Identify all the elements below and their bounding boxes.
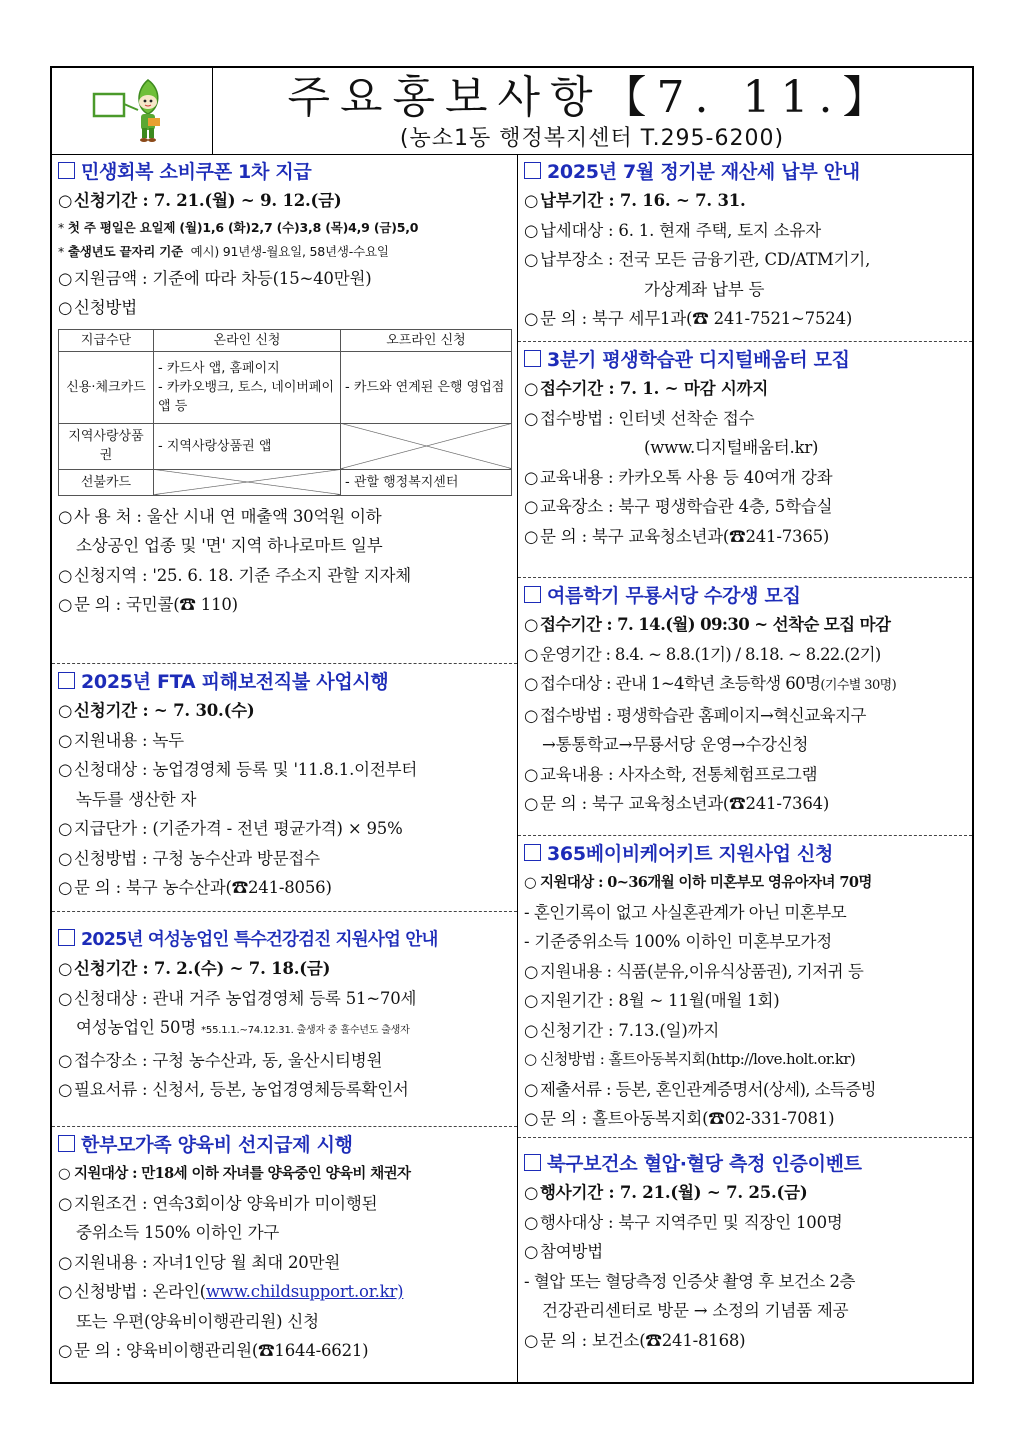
section-fta-payment xyxy=(52,664,517,912)
checkbox-square-icon xyxy=(58,1135,75,1152)
table-cell: - 관할 행정복지센터 xyxy=(341,469,512,495)
checkbox-square-icon xyxy=(58,929,75,946)
section-title: 2025년 7월 정기분 재산세 납부 안내 xyxy=(524,158,966,186)
page-subtitle: (농소1동 행정복지센터 T.295-6200) xyxy=(399,126,785,151)
table-cell: 선불카드 xyxy=(59,469,154,495)
info-line: ○ 문 의 : 국민콜(☎ 110) xyxy=(58,595,238,614)
info-line: ○ 문 의 : 북구 세무1과(☎ 241-7521~7524) xyxy=(524,309,853,328)
section-title: 2025년 FTA 피해보전직불 사업시행 xyxy=(58,668,511,696)
table-cell: - 카드사 앱, 홈페이지 - 카카오뱅크, 토스, 네이버페이 앱 등 xyxy=(154,351,341,423)
table-cell: 신용·체크카드 xyxy=(59,351,154,423)
info-line: ○ 신청기간 : ~ 7. 30.(수) xyxy=(58,701,255,720)
info-line: 건강관리센터로 방문 → 소정의 기념품 제공 xyxy=(542,1301,849,1320)
info-line: 소상공인 업종 및 '면' 지역 하나로마트 일부 xyxy=(76,536,383,555)
info-line: ○ 신청기간 : 7. 2.(수) ~ 7. 18.(금) xyxy=(58,959,331,978)
info-line: ○ 지원대상 : 만18세 이하 자녀를 양육중인 양육비 채권자 xyxy=(58,1165,411,1182)
table-header: 오프라인 신청 xyxy=(341,329,512,351)
info-line: ○ 지원대상 : 0~36개월 이하 미혼부모 영유아자녀 70명 xyxy=(524,874,872,891)
table-cell: 지역사랑상품권 xyxy=(59,423,154,469)
info-line: ○ 신청방법 : 온라인(www.childsupport.or.kr) xyxy=(58,1282,404,1301)
info-line: ○ 지원조건 : 연속3회이상 양육비가 미이행된 xyxy=(58,1193,378,1213)
info-line: ○ 신청방법 xyxy=(58,298,137,317)
info-line: ○ 납세대상 : 6. 1. 현재 주택, 토지 소유자 xyxy=(524,220,822,240)
section-title: 민생회복 소비쿠폰 1차 지급 xyxy=(58,158,511,186)
section-title: 3분기 평생학습관 디지털배움터 모집 xyxy=(524,346,966,374)
info-line: ○ 접수장소 : 구청 농수산과, 동, 울산시티병원 xyxy=(58,1050,383,1070)
info-line: →통통학교→무룡서당 운영→수강신청 xyxy=(542,735,809,754)
info-line: ○ 신청기간 : 7.13.(일)까지 xyxy=(524,1020,720,1040)
info-line: ○ 교육내용 : 카카오톡 사용 등 40여개 강좌 xyxy=(524,467,833,487)
section-child-support xyxy=(52,1127,517,1386)
info-line: ○ 문 의 : 북구 교육청소년과(☎241-7364) xyxy=(524,794,830,813)
info-line: ○ 납부장소 : 전국 모든 금융기관, CD/ATM기기, xyxy=(524,250,871,269)
info-line: 녹두를 생산한 자 xyxy=(76,789,197,809)
info-line: ○ 행사대상 : 북구 지역주민 및 직장인 100명 xyxy=(524,1212,843,1232)
section-summer-seodang xyxy=(518,578,972,836)
info-line: ○ 지원내용 : 자녀1인당 월 최대 20만원 xyxy=(58,1252,341,1272)
checkbox-square-icon xyxy=(524,162,541,179)
info-line: ○ 접수방법 : 평생학습관 홈페이지→혁신교육지구 xyxy=(524,705,866,725)
info-line: ○ 지급단가 : (기준가격 - 전년 평균가격) × 95% xyxy=(58,819,403,838)
info-line: ○ 문 의 : 북구 농수산과(☎241-8056) xyxy=(58,878,332,897)
info-line: ○ 사 용 처 : 울산 시내 연 매출액 30억원 이하 xyxy=(58,506,382,526)
info-line: ○ 지원내용 : 녹두 xyxy=(58,730,184,750)
table-cell: - 카드와 연계된 은행 영업점 xyxy=(341,351,512,423)
section-female-farmer-checkup xyxy=(52,912,517,1127)
right-column xyxy=(518,154,972,1382)
checkbox-square-icon xyxy=(524,844,541,861)
info-line: 또는 우편(양육비이행관리원) 신청 xyxy=(76,1311,319,1331)
info-line: 여성농업인 50명 *55.1.1.~74.12.31. 출생자 중 홀수년도 출생자 xyxy=(76,1018,410,1037)
info-line: ○ 문 의 : 보건소(☎241-8168) xyxy=(524,1330,746,1350)
checkbox-square-icon xyxy=(58,672,75,689)
info-line: ○ 접수기간 : 7. 14.(월) 09:30 ~ 선착순 모집 마감 xyxy=(524,615,891,634)
info-line: ○ 행사기간 : 7. 21.(월) ~ 7. 25.(금) xyxy=(524,1183,808,1202)
info-line: ○ 접수대상 : 관내 1~4학년 초등학생 60명(기수별 30명) xyxy=(524,674,897,693)
section-title: 2025년 여성농업인 특수건강검진 지원사업 안내 xyxy=(58,926,511,954)
info-line: ○ 운영기간 : 8.4. ~ 8.8.(1기) / 8.18. ~ 8.22.(2기) xyxy=(524,644,881,664)
table-cell-empty xyxy=(154,469,341,495)
info-line: ○ 문 의 : 홀트아동복지회(☎02-331-7081) xyxy=(524,1109,835,1128)
info-line: - 혈압 또는 혈당측정 인증샷 촬영 후 보건소 2층 xyxy=(524,1271,855,1291)
info-line: 가상계좌 납부 등 xyxy=(644,279,765,299)
info-line: ○ 납부기간 : 7. 16. ~ 7. 31. xyxy=(524,191,746,210)
info-line: ○ 참여방법 xyxy=(524,1242,603,1261)
mascot-logo-icon xyxy=(52,68,212,154)
table-header: 지급수단 xyxy=(59,329,154,351)
info-line: 중위소득 150% 이하인 가구 xyxy=(76,1223,280,1242)
info-line: ○ 접수방법 : 인터넷 선착순 접수 xyxy=(524,408,755,428)
info-line: ○ 필요서류 : 신청서, 등본, 농업경영체등록확인서 xyxy=(58,1080,409,1099)
section-title: 한부모가족 양육비 선지급제 시행 xyxy=(58,1131,511,1159)
section-title: 365베이비케어키트 지원사업 신청 xyxy=(524,840,966,868)
info-line: ○ 지원금액 : 기준에 따라 차등(15~40만원) xyxy=(58,268,372,288)
info-line: ○ 문 의 : 양육비이행관리원(☎1644-6621) xyxy=(58,1341,369,1360)
info-line: ○ 접수기간 : 7. 1. ~ 마감 시까지 xyxy=(524,379,769,398)
page-title: 주요홍보사항【7. 11.】 xyxy=(287,72,897,123)
section-bp-sugar-event xyxy=(518,1138,972,1386)
info-line: ○ 지원기간 : 8월 ~ 11월(매월 1회) xyxy=(524,991,780,1010)
info-line: ○ 교육장소 : 북구 평생학습관 4층, 5학습실 xyxy=(524,497,833,516)
note-line: * 출생년도 끝자리 기준 예시) 91년생-월요일, 58년생-수요일 xyxy=(58,243,389,259)
table-cell-empty xyxy=(341,423,512,469)
section-property-tax xyxy=(518,154,972,342)
info-line: ○ 교육내용 : 사자소학, 전통체험프로그램 xyxy=(524,764,818,784)
info-line: ○ 신청대상 : 농업경영체 등록 및 '11.8.1.이전부터 xyxy=(58,760,418,779)
info-line: ○ 신청방법 : 홀트아동복지회(http://love.holt.or.kr) xyxy=(524,1050,856,1068)
section-digital-learning xyxy=(518,342,972,578)
info-line: ○ 신청기간 : 7. 21.(월) ~ 9. 12.(금) xyxy=(58,191,342,210)
title-cell xyxy=(212,68,972,154)
info-line: ○ 지원내용 : 식품(분유,이유식상품권), 기저귀 등 xyxy=(524,961,864,981)
table-header: 온라인 신청 xyxy=(154,329,341,351)
info-line: - 혼인기록이 없고 사실혼관계가 아닌 미혼부모 xyxy=(524,902,847,922)
checkbox-square-icon xyxy=(524,1154,541,1171)
header xyxy=(52,68,972,155)
section-baby-care-kit xyxy=(518,836,972,1138)
notice-page xyxy=(50,66,974,1384)
info-line: ○ 문 의 : 북구 교육청소년과(☎241-7365) xyxy=(524,526,830,546)
section-consumption-coupon xyxy=(52,154,517,664)
section-title: 여름학기 무룡서당 수강생 모집 xyxy=(524,582,966,610)
childsupport-link[interactable]: www.childsupport.or.kr) xyxy=(205,1282,404,1301)
info-line: - 기준중위소득 100% 이하인 미혼부모가정 xyxy=(524,932,833,951)
info-line: (www.디지털배움터.kr) xyxy=(644,438,819,457)
info-line: ○ 신청방법 : 구청 농수산과 방문접수 xyxy=(58,848,320,868)
left-column xyxy=(52,154,518,1382)
section-title: 북구보건소 혈압·혈당 측정 인증이벤트 xyxy=(524,1150,966,1178)
note-line: * 첫 주 평일은 요일제 (월)1,6 (화)2,7 (수)3,8 (목)4,9 (금)5,0 xyxy=(58,219,419,235)
info-line: ○ 신청대상 : 관내 거주 농업경영체 등록 51~70세 xyxy=(58,988,417,1008)
info-line: ○ 제출서류 : 등본, 혼인관계증명서(상세), 소득증빙 xyxy=(524,1079,876,1099)
logo-cell xyxy=(52,68,213,154)
checkbox-square-icon xyxy=(524,350,541,367)
info-line: ○ 신청지역 : '25. 6. 18. 기준 주소지 관할 지자체 xyxy=(58,565,412,585)
checkbox-square-icon xyxy=(524,586,541,603)
payment-method-table xyxy=(58,329,512,496)
table-cell: - 지역사랑상품권 앱 xyxy=(154,423,341,469)
checkbox-square-icon xyxy=(58,162,75,179)
